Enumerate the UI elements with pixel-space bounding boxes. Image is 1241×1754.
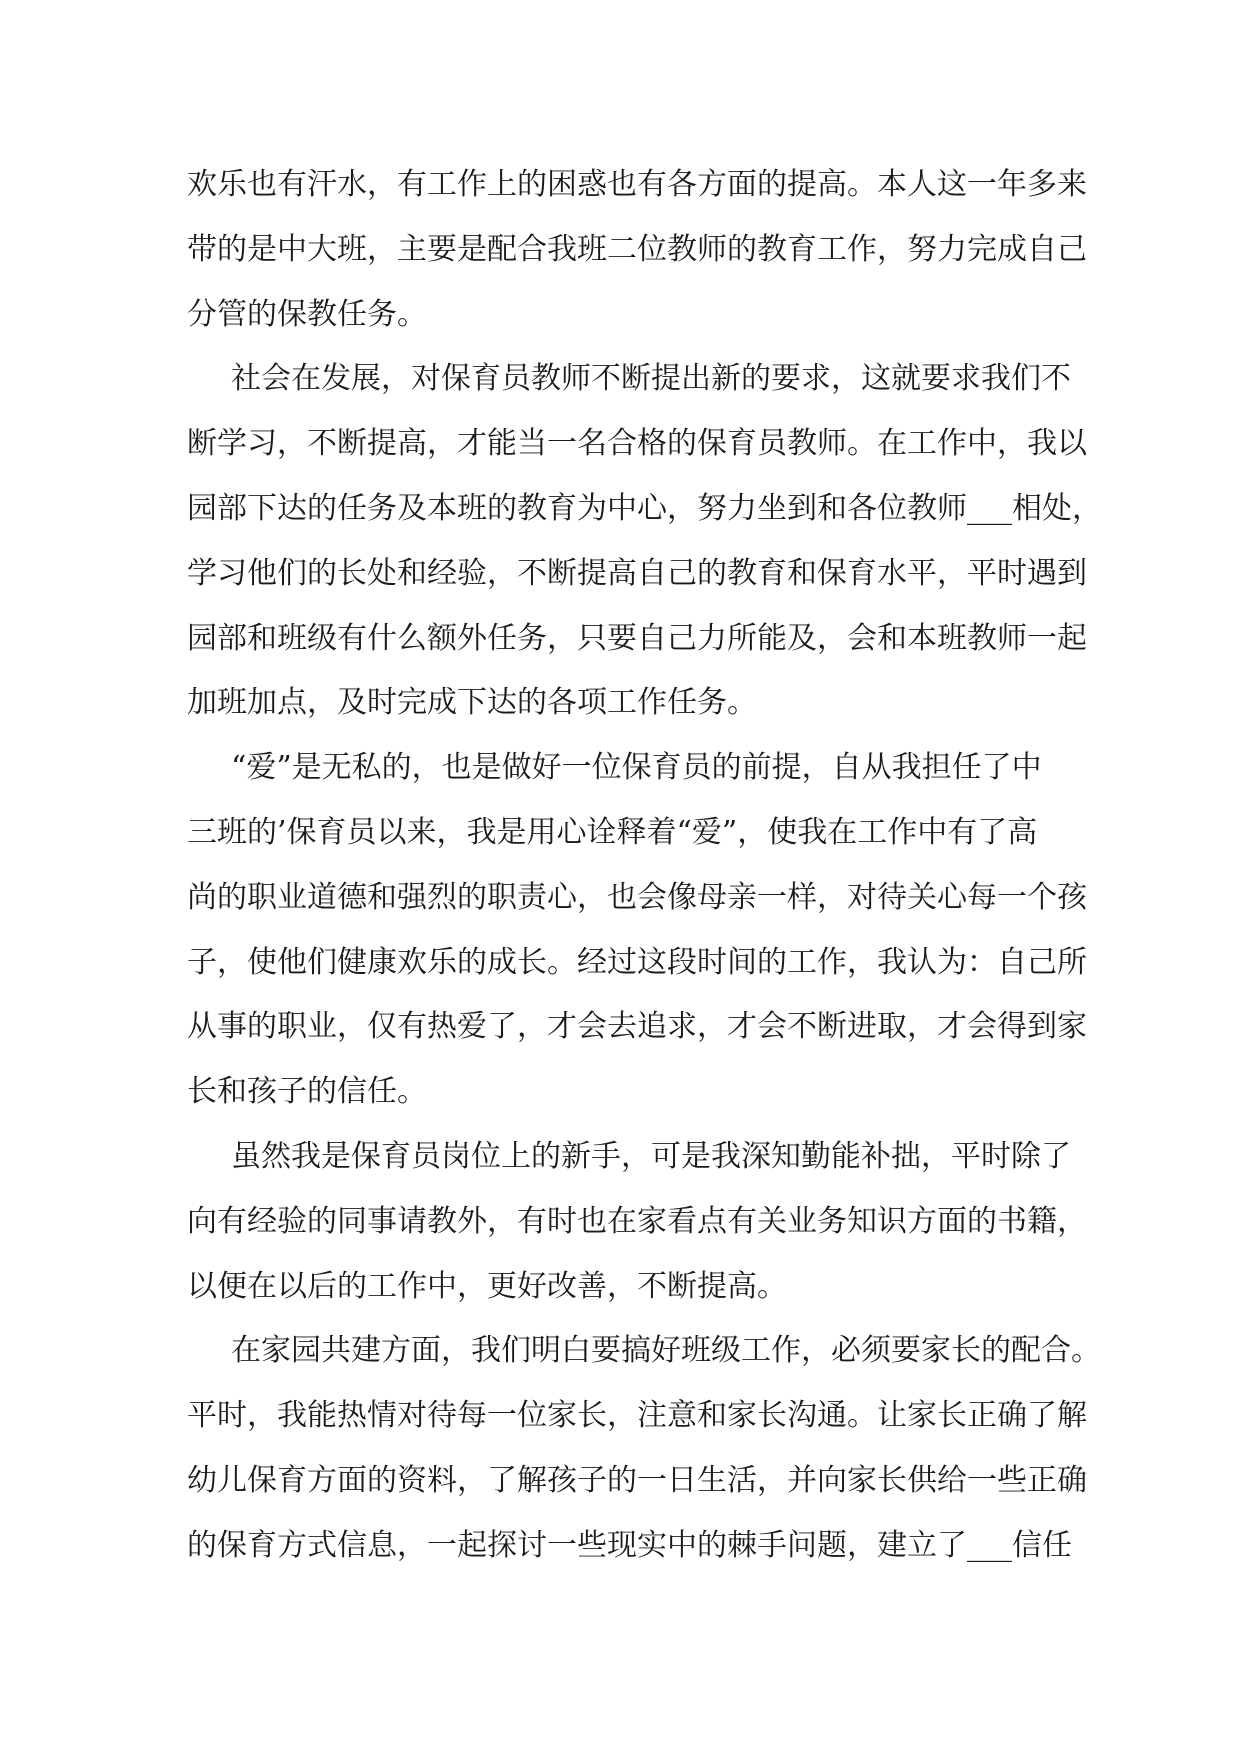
text-line: 园部和班级有什么额外任务，只要自己力所能及，会和本班教师一起 — [187, 620, 1087, 656]
text-line: 长和孩子的信任。 — [187, 1074, 427, 1110]
paragraph-first-line: 在家园共建方面，我们明白要搞好班级工作，必须要家长的配合。 — [231, 1333, 1101, 1369]
text-line: 园部下达的任务及本班的教育为中心，努力坐到和各位教师___相处， — [187, 490, 1102, 526]
text-line: 欢乐也有汗水，有工作上的困惑也有各方面的提高。本人这一年多来 — [187, 167, 1087, 202]
text-line: 加班加点，及时完成下达的各项工作任务。 — [187, 685, 757, 721]
text-line: 分管的保教任务。 — [187, 296, 427, 332]
text-line: 幼儿保育方面的资料，了解孩子的一日生活，并向家长供给一些正确 — [187, 1462, 1087, 1498]
body-text — [187, 153, 1102, 1579]
paragraph-first-line: “爱”是无私的，也是做好一位保育员的前提，自从我担任了中 — [231, 750, 1042, 786]
text-line: 学习他们的长处和经验，不断提高自己的教育和保育水平，平时遇到 — [187, 555, 1087, 591]
text-line: 以便在以后的工作中，更好改善，不断提高。 — [187, 1268, 787, 1304]
text-line: 尚的职业道德和强烈的职责心，也会像母亲一样，对待关心每一个孩 — [187, 879, 1087, 915]
paragraph-first-line: 虽然我是保育员岗位上的新手，可是我深知勤能补拙，平时除了 — [231, 1138, 1071, 1174]
text-line: 子，使他们健康欢乐的成长。经过这段时间的工作，我认为：自己所 — [187, 944, 1087, 980]
text-line: 带的是中大班，主要是配合我班二位教师的教育工作，努力完成自己 — [187, 231, 1087, 267]
text-line: 的保育方式信息，一起探讨一些现实中的棘手问题，建立了___信任 — [187, 1527, 1072, 1563]
text-line: 向有经验的同事请教外，有时也在家看点有关业务知识方面的书籍， — [187, 1203, 1087, 1239]
text-line: 三班的’保育员以来，我是用心诠释着“爱”，使我在工作中有了高 — [187, 814, 1038, 850]
text-line: 断学习，不断提高，才能当一名合格的保育员教师。在工作中，我以 — [187, 426, 1087, 462]
text-line: 平时，我能热情对待每一位家长，注意和家长沟通。让家长正确了解 — [187, 1398, 1087, 1434]
text-line: 从事的职业，仅有热爱了，才会去追求，才会不断进取，才会得到家 — [187, 1009, 1087, 1045]
paragraph-first-line: 社会在发展，对保育员教师不断提出新的要求，这就要求我们不 — [231, 361, 1071, 397]
